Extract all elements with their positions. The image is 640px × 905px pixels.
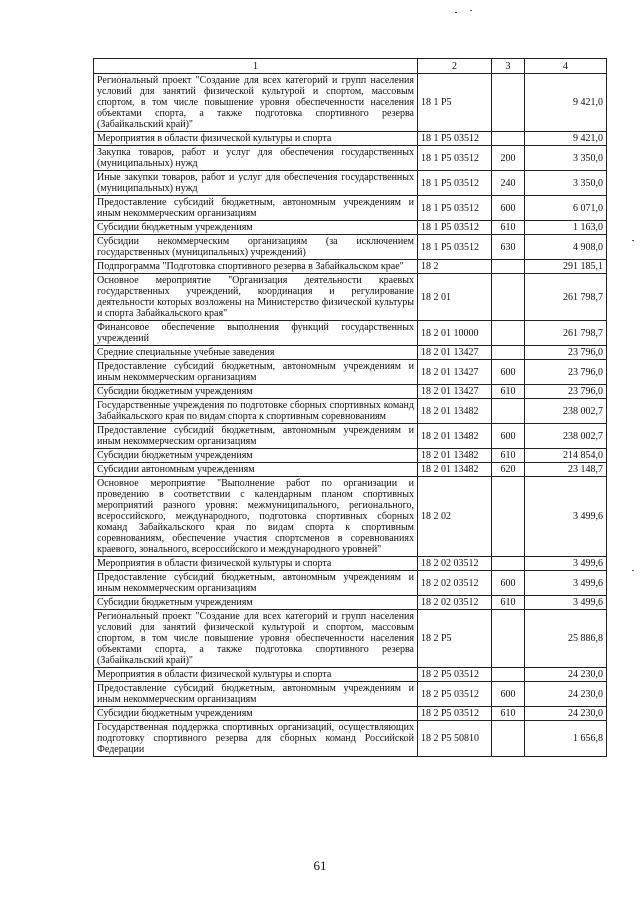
row-name: Государственная поддержка спортивных организаций, осуществляющих подготовку спортивного резерва для сборных команд Российской Федерации (94, 721, 418, 757)
row-expense-type (492, 346, 525, 360)
table-row (94, 610, 607, 668)
row-sum: 24 230,0 (525, 707, 607, 721)
row-code: 18 2 01 13427 (418, 346, 492, 360)
table-row (94, 707, 607, 721)
row-sum: 261 798,7 (525, 274, 607, 321)
row-sum: 3 499,6 (525, 557, 607, 571)
table-row (94, 424, 607, 449)
row-name: Средние специальные учебные заведения (94, 346, 418, 360)
table-row (94, 321, 607, 346)
row-code: 18 1 P5 03512 (418, 146, 492, 171)
row-name: Финансовое обеспечение выполнения функций государственных учреждений (94, 321, 418, 346)
row-expense-type (492, 274, 525, 321)
row-expense-type: 600 (492, 571, 525, 596)
table-row (94, 74, 607, 132)
row-name: Мероприятия в области физической культуры и спорта (94, 132, 418, 146)
row-expense-type: 610 (492, 221, 525, 235)
row-code: 18 1 P5 03512 (418, 221, 492, 235)
row-code: 18 2 02 (418, 477, 492, 557)
row-sum: 4 908,0 (525, 235, 607, 260)
row-name: Закупка товаров, работ и услуг для обеспечения государственных (муниципальных) нужд (94, 146, 418, 171)
row-name: Субсидии бюджетным учреждениям (94, 385, 418, 399)
row-code: 18 2 P5 03512 (418, 682, 492, 707)
row-sum: 238 002,7 (525, 424, 607, 449)
row-name: Основное мероприятие "Выполнение работ по организации и проведению в соответствии с календарным планом спортивных мероприятий разного уровня: межмуниципального, регионального, всероссийского, международного, подготовка спортивных сборных команд Забайкальского края по видам спорта к спортивным соревнованиям, обеспечение участия спортсменов в соревнованиях краевого, зонального, всероссийского и международного уровней" (94, 477, 418, 557)
header-col-1: 1 (94, 59, 418, 74)
row-name: Подпрограмма "Подготовка спортивного резерва в Забайкальском крае" (94, 260, 418, 274)
row-expense-type (492, 321, 525, 346)
row-name: Мероприятия в области физической культуры и спорта (94, 668, 418, 682)
row-code: 18 2 01 (418, 274, 492, 321)
row-expense-type (492, 721, 525, 757)
row-expense-type: 200 (492, 146, 525, 171)
row-expense-type: 600 (492, 196, 525, 221)
row-sum: 25 886,8 (525, 610, 607, 668)
row-code: 18 1 P5 03512 (418, 235, 492, 260)
row-code: 18 2 01 13482 (418, 399, 492, 424)
table-row (94, 668, 607, 682)
row-sum: 1 656,8 (525, 721, 607, 757)
row-expense-type: 600 (492, 424, 525, 449)
row-name: Предоставление субсидий бюджетным, автономным учреждениям и иным некоммерческим организациям (94, 571, 418, 596)
row-expense-type (492, 557, 525, 571)
row-expense-type (492, 399, 525, 424)
row-sum: 291 185,1 (525, 260, 607, 274)
table-row (94, 385, 607, 399)
table-row (94, 399, 607, 424)
row-name: Предоставление субсидий бюджетным, автономным учреждениям и иным некоммерческим организациям (94, 360, 418, 385)
table-row (94, 196, 607, 221)
row-expense-type: 610 (492, 707, 525, 721)
budget-table (93, 58, 607, 757)
row-code: 18 2 P5 50810 (418, 721, 492, 757)
header-col-4: 4 (525, 59, 607, 74)
row-expense-type: 620 (492, 463, 525, 477)
row-expense-type (492, 668, 525, 682)
table-row (94, 463, 607, 477)
row-sum: 214 854,0 (525, 449, 607, 463)
scan-speck (470, 10, 472, 11)
table-row (94, 596, 607, 610)
table-row (94, 235, 607, 260)
row-expense-type (492, 132, 525, 146)
row-code: 18 2 01 10000 (418, 321, 492, 346)
row-sum: 3 499,6 (525, 596, 607, 610)
header-col-2: 2 (418, 59, 492, 74)
row-sum: 3 350,0 (525, 146, 607, 171)
row-code: 18 1 P5 03512 (418, 171, 492, 196)
row-code: 18 1 P5 03512 (418, 132, 492, 146)
table-row (94, 557, 607, 571)
header-col-3: 3 (492, 59, 525, 74)
row-name: Предоставление субсидий бюджетным, автономным учреждениям и иным некоммерческим организациям (94, 196, 418, 221)
row-code: 18 2 01 13482 (418, 449, 492, 463)
row-expense-type (492, 477, 525, 557)
row-name: Региональный проект "Создание для всех категорий и групп населения условий для занятий физической культурой и спортом, массовым спортом, в том числе повышение уровня обеспеченности населения объектами спорта, а также подготовка спортивного резерва (Забайкальский край)" (94, 610, 418, 668)
row-name: Субсидии некоммерческим организациям (за исключением государственных (муниципальных) учреждений) (94, 235, 418, 260)
row-sum: 23 796,0 (525, 385, 607, 399)
table-row (94, 171, 607, 196)
page-number: 61 (313, 858, 327, 873)
table-header-row (94, 59, 607, 74)
row-code: 18 2 P5 03512 (418, 668, 492, 682)
row-code: 18 2 01 13482 (418, 424, 492, 449)
row-sum: 3 350,0 (525, 171, 607, 196)
row-code: 18 1 P5 (418, 74, 492, 132)
table-row (94, 132, 607, 146)
row-sum: 3 499,6 (525, 571, 607, 596)
row-sum: 1 163,0 (525, 221, 607, 235)
table-row (94, 146, 607, 171)
row-name: Субсидии бюджетным учреждениям (94, 596, 418, 610)
table-row (94, 260, 607, 274)
table-row (94, 682, 607, 707)
scan-speck (632, 240, 634, 241)
row-name: Иные закупки товаров, работ и услуг для обеспечения государственных (муниципальных) нужд (94, 171, 418, 196)
row-code: 18 2 02 03512 (418, 596, 492, 610)
table-row (94, 346, 607, 360)
row-name: Мероприятия в области физической культуры и спорта (94, 557, 418, 571)
row-name: Субсидии бюджетным учреждениям (94, 707, 418, 721)
row-name: Предоставление субсидий бюджетным, автономным учреждениям и иным некоммерческим организациям (94, 682, 418, 707)
table-row (94, 360, 607, 385)
row-name: Региональный проект "Создание для всех категорий и групп населения условий для занятий физической культурой и спортом, массовым спортом, в том числе повышение уровня обеспеченности населения объектами спорта, а также подготовка спортивного резерва (Забайкальский край)" (94, 74, 418, 132)
row-sum: 24 230,0 (525, 682, 607, 707)
row-code: 18 2 P5 (418, 610, 492, 668)
row-expense-type (492, 260, 525, 274)
table-row (94, 274, 607, 321)
row-expense-type: 600 (492, 360, 525, 385)
row-sum: 23 796,0 (525, 360, 607, 385)
row-code: 18 1 P5 03512 (418, 196, 492, 221)
row-sum: 238 002,7 (525, 399, 607, 424)
row-name: Субсидии бюджетным учреждениям (94, 449, 418, 463)
row-code: 18 2 01 13427 (418, 360, 492, 385)
row-code: 18 2 01 13427 (418, 385, 492, 399)
table-row (94, 221, 607, 235)
row-sum: 24 230,0 (525, 668, 607, 682)
row-code: 18 2 P5 03512 (418, 707, 492, 721)
row-code: 18 2 01 13482 (418, 463, 492, 477)
row-name: Субсидии бюджетным учреждениям (94, 221, 418, 235)
row-sum: 9 421,0 (525, 132, 607, 146)
row-code: 18 2 02 03512 (418, 557, 492, 571)
row-name: Государственные учреждения по подготовке сборных спортивных команд Забайкальского края по видам спорта к спортивным соревнованиям (94, 399, 418, 424)
row-sum: 23 148,7 (525, 463, 607, 477)
row-expense-type (492, 74, 525, 132)
row-expense-type: 630 (492, 235, 525, 260)
row-sum: 9 421,0 (525, 74, 607, 132)
row-sum: 23 796,0 (525, 346, 607, 360)
row-expense-type: 610 (492, 449, 525, 463)
row-code: 18 2 02 03512 (418, 571, 492, 596)
table-row (94, 449, 607, 463)
row-name: Основное мероприятие "Организация деятельности краевых государственных учреждений, координация и регулирование деятельности которых возложены на Министерство физической культуры и спорта Забайкальского края" (94, 274, 418, 321)
row-expense-type: 240 (492, 171, 525, 196)
scan-speck (632, 570, 634, 571)
table-row (94, 571, 607, 596)
row-expense-type: 600 (492, 682, 525, 707)
row-name: Предоставление субсидий бюджетным, автономным учреждениям и иным некоммерческим организациям (94, 424, 418, 449)
row-name: Субсидии автономным учреждениям (94, 463, 418, 477)
table-row (94, 477, 607, 557)
row-sum: 261 798,7 (525, 321, 607, 346)
row-expense-type: 610 (492, 385, 525, 399)
table-row (94, 721, 607, 757)
row-sum: 3 499,6 (525, 477, 607, 557)
scan-speck (455, 12, 457, 13)
row-code: 18 2 (418, 260, 492, 274)
row-sum: 6 071,0 (525, 196, 607, 221)
row-expense-type: 610 (492, 596, 525, 610)
row-expense-type (492, 610, 525, 668)
